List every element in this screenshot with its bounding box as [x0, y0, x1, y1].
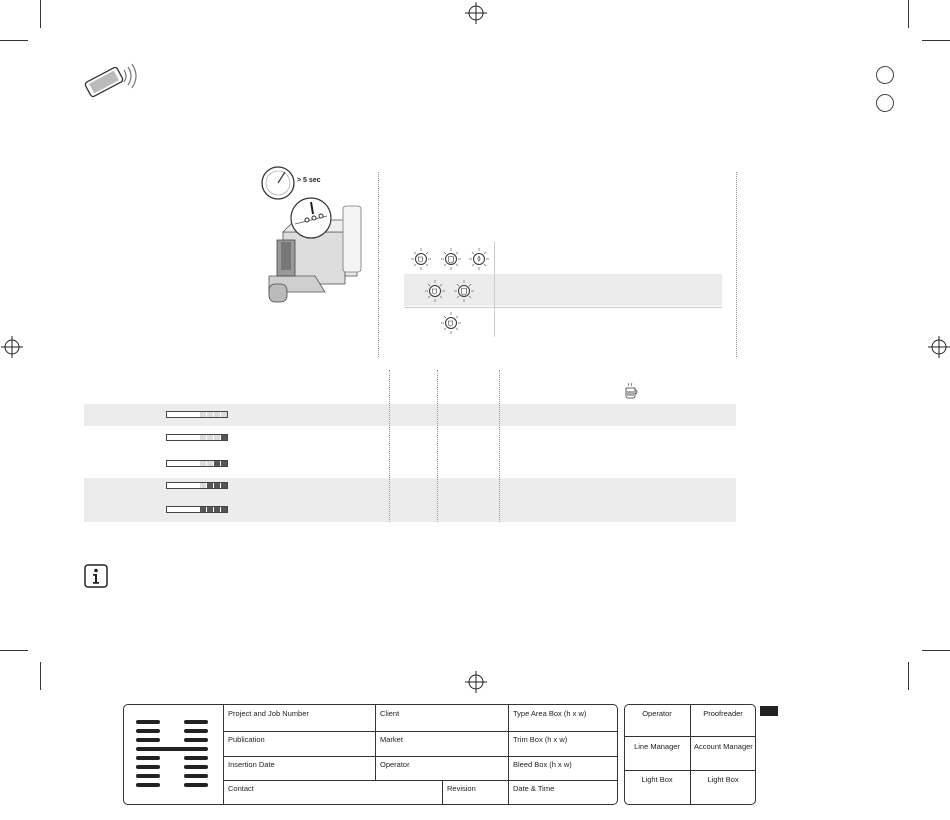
field-datetime: Date & Time: [513, 784, 555, 793]
signoff-light-box-2: Light Box: [707, 775, 739, 784]
indicator-divider: [494, 242, 495, 337]
registration-mark-left: [1, 336, 23, 358]
field-client: Client: [380, 709, 400, 718]
agency-logo: [136, 718, 212, 794]
field-project: Project and Job Number: [228, 709, 309, 718]
field-contact: Contact: [228, 784, 254, 793]
gauge-segment-empty: [214, 435, 220, 440]
gauge-segment-filled: [214, 461, 220, 466]
indicator-row-3: [438, 310, 466, 336]
gauge-segment-filled: [221, 435, 227, 440]
field-bleed: Bleed Box (h x w): [513, 760, 572, 769]
gauge-segment-filled: [214, 483, 220, 488]
signoff-proofreader: Proofreader: [703, 709, 743, 718]
gauge-segment-filled: [221, 461, 227, 466]
gauge-segment-filled: [214, 507, 220, 512]
registration-mark-bottom: [465, 671, 487, 693]
registration-mark-top: [465, 2, 487, 24]
gauge-segment-empty: [200, 483, 206, 488]
color-swatch: [760, 706, 778, 716]
gauge-level-1: [166, 411, 228, 418]
upper-divider-left: [378, 172, 379, 357]
field-publication: Publication: [228, 735, 265, 744]
signoff-line-manager: Line Manager: [634, 742, 680, 751]
gauge-segment-filled: [221, 507, 227, 512]
gauge-segment-empty: [207, 435, 213, 440]
signoff-account-manager: Account Manager: [694, 742, 753, 751]
signoff-line: [624, 770, 756, 771]
info-icon: [84, 564, 108, 588]
gauge-segment-empty: [200, 435, 206, 440]
timer-label: > 5 sec: [297, 177, 321, 184]
field-market: Market: [380, 735, 403, 744]
gauge-segment-filled: [207, 507, 213, 512]
cup-icon: [624, 382, 638, 400]
field-revision: Revision: [447, 784, 476, 793]
gauge-level-2: [166, 434, 228, 441]
indicator-row-line: [404, 307, 722, 308]
registration-mark-right: [928, 336, 950, 358]
gauge-segment-empty: [207, 412, 213, 417]
gauge-segment-empty: [221, 412, 227, 417]
signoff-operator: Operator: [642, 709, 672, 718]
indicator-row-1: [408, 246, 494, 272]
indicator-row-2: [422, 278, 482, 304]
gauge-segment-filled: [200, 507, 206, 512]
gauge-level-5: [166, 506, 228, 513]
gauge-segment-empty: [200, 412, 206, 417]
signoff-light-box-1: Light Box: [641, 775, 673, 784]
gauge-segment-filled: [221, 483, 227, 488]
gauge-col-1: [389, 370, 390, 522]
language-circle-1: [876, 66, 894, 84]
gauge-segment-empty: [207, 461, 213, 466]
field-insertion: Insertion Date: [228, 760, 275, 769]
gauge-col-2: [437, 370, 438, 522]
gauge-level-4: [166, 482, 228, 489]
gauge-segment-filled: [207, 483, 213, 488]
gauge-col-3: [499, 370, 500, 522]
gauge-segment-empty: [200, 461, 206, 466]
gauge-level-3: [166, 460, 228, 467]
upper-divider-right: [736, 172, 737, 357]
form-line: [223, 780, 618, 781]
field-trim: Trim Box (h x w): [513, 735, 568, 744]
signoff-line: [624, 736, 756, 737]
smartphone-wireless-icon: [80, 62, 140, 98]
gauge-segment-empty: [214, 412, 220, 417]
field-operator: Operator: [380, 760, 410, 769]
field-type-area: Type Area Box (h x w): [513, 709, 587, 718]
language-circle-2: [876, 94, 894, 112]
